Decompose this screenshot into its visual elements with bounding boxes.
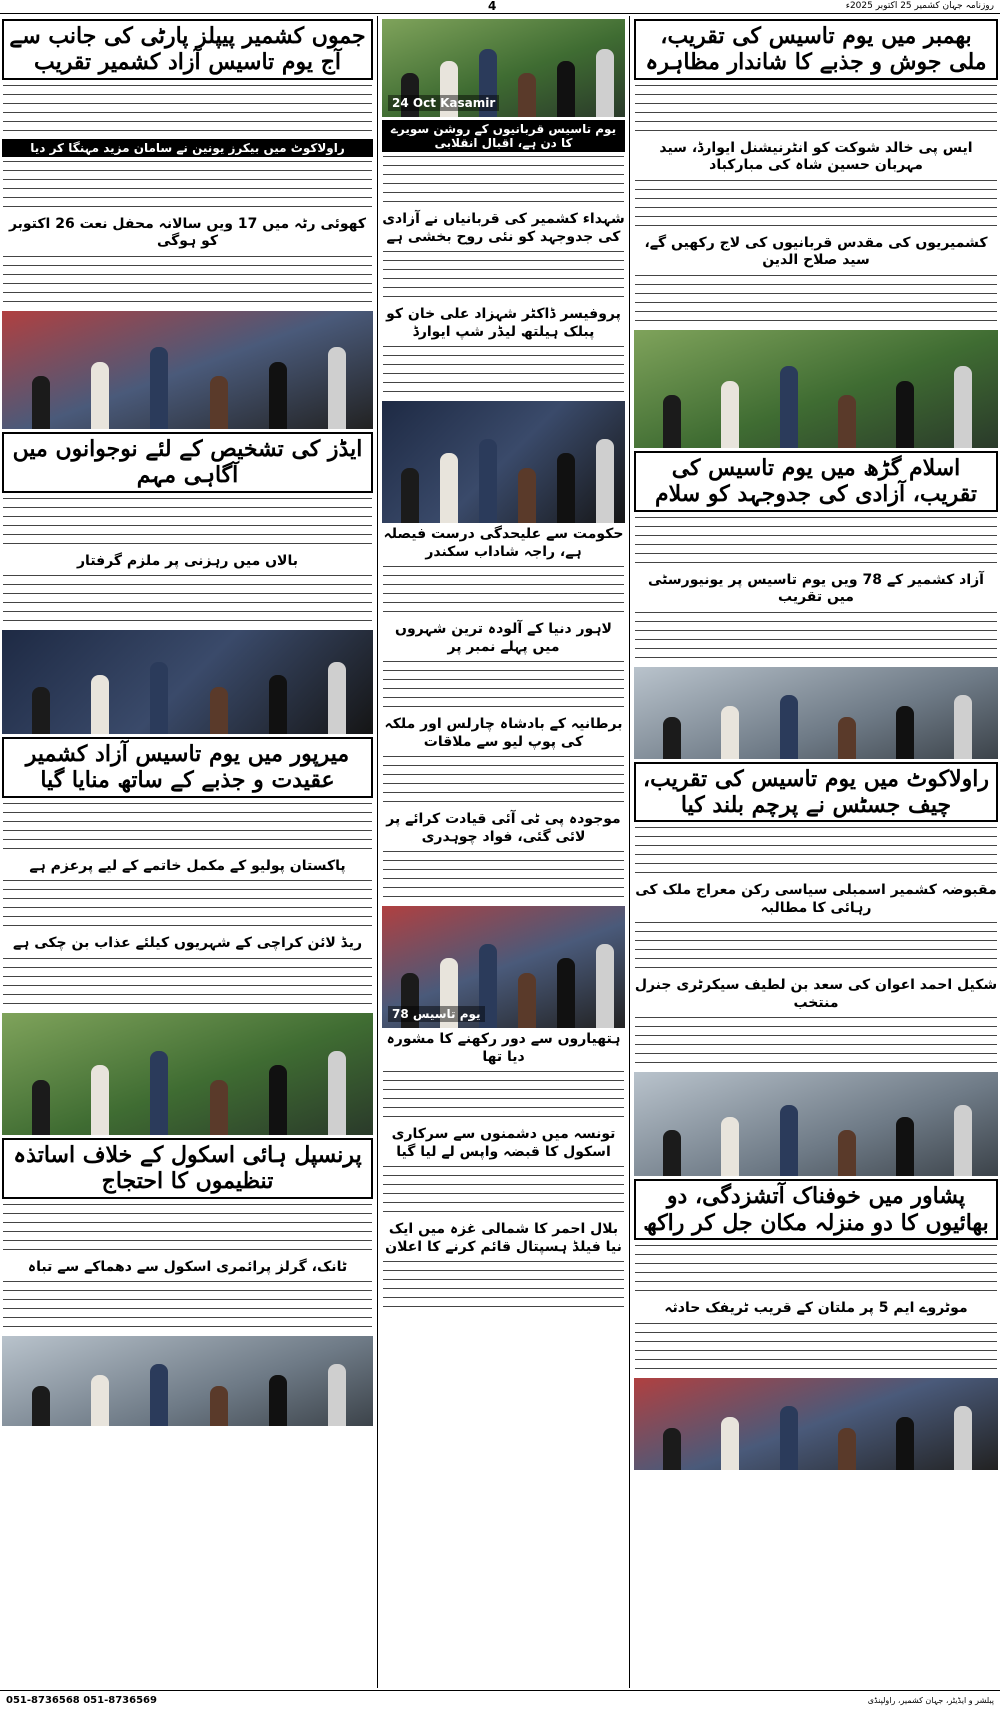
column-middle bbox=[380, 16, 627, 1688]
person-figure bbox=[440, 453, 458, 523]
headline: کشمیریوں کی مقدس قربانیوں کی لاج رکھیں گے، سید صلاح الدین bbox=[644, 234, 988, 269]
headline: پاکستان پولیو کے مکمل خاتمے کے لیے پرعزم ہے bbox=[29, 857, 346, 874]
person-figure bbox=[328, 347, 346, 428]
article-body bbox=[383, 1259, 624, 1313]
person-figure bbox=[721, 1417, 739, 1469]
person-figure bbox=[91, 1065, 109, 1135]
person-figure bbox=[32, 1080, 50, 1135]
person-figure bbox=[663, 1130, 681, 1177]
person-figure bbox=[328, 1051, 346, 1135]
article-body bbox=[3, 956, 372, 1010]
news-photo bbox=[2, 311, 373, 429]
news-photo bbox=[382, 19, 625, 117]
article-body bbox=[635, 825, 997, 879]
photo-banner-text: 78 یوم تاسیس bbox=[388, 1006, 485, 1022]
news-photo bbox=[2, 1013, 373, 1135]
person-figure bbox=[954, 1406, 972, 1469]
person-figure bbox=[150, 1051, 168, 1135]
person-figure bbox=[896, 1417, 914, 1469]
person-figure bbox=[210, 1386, 228, 1427]
person-figure bbox=[780, 1105, 798, 1177]
headline: موٹروے ایم 5 پر ملتان کے قریب ٹریفک حادثہ bbox=[664, 1300, 968, 1317]
article-body bbox=[3, 496, 372, 550]
article-body bbox=[383, 849, 624, 903]
person-figure bbox=[269, 675, 287, 734]
person-figure bbox=[401, 468, 419, 523]
person-figure bbox=[596, 49, 614, 117]
person-figure bbox=[838, 1130, 856, 1177]
column-right bbox=[632, 16, 1000, 1688]
person-figure bbox=[557, 61, 575, 117]
article-body bbox=[635, 1243, 997, 1297]
person-figure bbox=[663, 1428, 681, 1469]
sub-headline: یوم تاسیس قربانیوں کے روشن سویرے کا دن ہے، اقبال انقلابی bbox=[382, 120, 625, 152]
article-body bbox=[635, 920, 997, 974]
person-figure bbox=[150, 662, 168, 734]
person-figure bbox=[896, 706, 914, 758]
person-figure bbox=[210, 376, 228, 429]
article-body bbox=[3, 878, 372, 932]
person-figure bbox=[91, 362, 109, 429]
person-figure bbox=[780, 366, 798, 447]
article-body bbox=[3, 83, 372, 137]
headline: کھوئی رٹہ میں 17 ویں سالانہ محفل نعت 26 اکتوبر کو ہوگی bbox=[8, 215, 367, 250]
news-photo bbox=[2, 630, 373, 734]
article-body bbox=[383, 754, 624, 808]
person-figure bbox=[328, 1364, 346, 1426]
news-photo bbox=[634, 667, 998, 759]
headline: شکیل احمد اعوان کی سعد بن لطیف سیکرٹری جنرل منتخب bbox=[634, 977, 998, 1011]
column-rule bbox=[629, 16, 630, 1688]
footer bbox=[0, 1690, 1000, 1711]
person-figure bbox=[557, 453, 575, 523]
headline: بالاں میں رہزنی پر ملزم گرفتار bbox=[77, 552, 298, 569]
article-body bbox=[635, 178, 997, 232]
headline: بلال احمر کا شمالی غزہ میں ایک نیا فیلڈ ہسپتال قائم کرنے کا اعلان bbox=[385, 1221, 622, 1255]
headline: اسلام گڑھ میں یوم تاسیس کی تقریب، آزادی کی جدوجہد کو سلام bbox=[634, 451, 998, 512]
person-figure bbox=[954, 695, 972, 758]
headline: ریڈ لائن کراچی کے شہریوں کیلئے عذاب بن چکی ہے bbox=[12, 935, 363, 952]
headline: پرنسپل ہائی اسکول کے خلاف اساتذہ تنظیموں کا احتجاج bbox=[2, 1138, 373, 1199]
masthead bbox=[0, 0, 1000, 14]
person-figure bbox=[150, 347, 168, 428]
headline: ٹانک، گرلز پرائمری اسکول سے دھماکے سے تباہ bbox=[27, 1258, 348, 1275]
article-body bbox=[3, 1202, 372, 1256]
page-number: 4 bbox=[488, 0, 497, 13]
person-figure bbox=[91, 1375, 109, 1426]
person-figure bbox=[596, 944, 614, 1028]
headline: برطانیہ کے بادشاہ چارلس اور ملکہ کی پوپ لیو سے ملاقات bbox=[384, 716, 623, 750]
headline: جموں کشمیر پیپلز پارٹی کی جانب سے آج یوم تاسیس آزاد کشمیر تقریب bbox=[2, 19, 373, 80]
person-figure bbox=[269, 1065, 287, 1135]
headline: ایس پی خالد شوکت کو انٹرنیشنل ایوارڈ، سید مہربان حسین شاہ کی مبارکباد bbox=[659, 139, 973, 174]
headline: ہتھیاروں سے دور رکھنے کا مشورہ دیا تھا bbox=[386, 1031, 621, 1065]
news-photo bbox=[382, 401, 625, 523]
article-body bbox=[383, 1164, 624, 1218]
person-figure bbox=[210, 1080, 228, 1135]
article-body bbox=[3, 573, 372, 627]
person-figure bbox=[954, 1105, 972, 1177]
column-left bbox=[0, 16, 375, 1688]
person-figure bbox=[518, 973, 536, 1028]
article-body bbox=[383, 154, 624, 208]
article-body bbox=[383, 564, 624, 618]
article-body bbox=[3, 159, 372, 213]
headline: پروفیسر ڈاکٹر شہزاد علی خان کو پبلک ہیلتھ لیڈر شپ ایوارڈ bbox=[386, 306, 621, 340]
footer-phones: 051-8736568 051-8736569 bbox=[6, 1695, 157, 1706]
news-photo bbox=[634, 1072, 998, 1176]
person-figure bbox=[896, 1117, 914, 1176]
person-figure bbox=[838, 717, 856, 758]
article-body bbox=[3, 254, 372, 308]
news-photo bbox=[2, 1336, 373, 1426]
person-figure bbox=[780, 1406, 798, 1469]
article-body bbox=[3, 801, 372, 855]
article-body bbox=[383, 1069, 624, 1123]
article-body bbox=[383, 659, 624, 713]
headline: میرپور میں یوم تاسیس آزاد کشمیر عقیدت و جذبے کے ساتھ منایا گیا bbox=[2, 737, 373, 798]
news-photo bbox=[382, 906, 625, 1028]
article-body bbox=[635, 1321, 997, 1375]
headline: پشاور میں خوفناک آتشزدگی، دو بھائیوں کا دو منزلہ مکان جل کر راکھ bbox=[634, 1179, 998, 1240]
article-body bbox=[635, 515, 997, 569]
headline: بھمبر میں یوم تاسیس کی تقریب، ملی جوش و جذبے کا شاندار مظاہرہ bbox=[634, 19, 998, 80]
news-photo bbox=[634, 1378, 998, 1470]
person-figure bbox=[780, 695, 798, 758]
person-figure bbox=[721, 1117, 739, 1176]
column-rule bbox=[377, 16, 378, 1688]
person-figure bbox=[328, 662, 346, 734]
headline: موجودہ پی ٹی آئی قیادت کرائے پر لائی گئی، فواد چوہدری bbox=[386, 811, 621, 845]
person-figure bbox=[32, 1386, 50, 1427]
person-figure bbox=[479, 439, 497, 523]
news-photo bbox=[634, 330, 998, 448]
headline: لاہور دنیا کے آلودہ ترین شہروں میں پہلے نمبر پر bbox=[395, 621, 612, 655]
person-figure bbox=[150, 1364, 168, 1426]
headline: راولاکوٹ میں یوم تاسیس کی تقریب، چیف جسٹس نے پرچم بلند کیا bbox=[634, 762, 998, 823]
photo-banner-text: 24 Oct Kasamir bbox=[388, 95, 499, 111]
headline: مقبوضہ کشمیر اسمبلی سیاسی رکن معراج ملک کی رہائی کا مطالبہ bbox=[635, 882, 997, 916]
person-figure bbox=[721, 706, 739, 758]
headline: ایڈز کی تشخیص کے لئے نوجوانوں میں آگاہی مہم bbox=[2, 432, 373, 493]
article-body bbox=[635, 273, 997, 327]
article-body bbox=[3, 1279, 372, 1333]
masthead-date: روزنامہ جہان کشمیر 25 اکتوبر 2025ء bbox=[845, 1, 994, 11]
headline: حکومت سے علیحدگی درست فیصلہ ہے، راجہ شاداب سکندر bbox=[383, 526, 624, 560]
person-figure bbox=[596, 439, 614, 523]
person-figure bbox=[663, 395, 681, 448]
person-figure bbox=[838, 1428, 856, 1469]
person-figure bbox=[518, 468, 536, 523]
article-body bbox=[635, 83, 997, 137]
person-figure bbox=[663, 717, 681, 758]
person-figure bbox=[518, 73, 536, 117]
person-figure bbox=[954, 366, 972, 447]
person-figure bbox=[269, 1375, 287, 1426]
headline: آزاد کشمیر کے 78 ویں یوم تاسیس پر یونیورسٹی میں تقریب bbox=[648, 571, 984, 606]
person-figure bbox=[210, 687, 228, 734]
article-body bbox=[635, 610, 997, 664]
sub-headline: راولاکوٹ میں بیکرز یونین نے سامان مزید مہنگا کر دیا bbox=[2, 139, 373, 157]
person-figure bbox=[32, 376, 50, 429]
headline: شہداء کشمیر کی قربانیاں نے آزادی کی جدوجہد کو نئی روح بخشی ہے bbox=[382, 211, 625, 245]
person-figure bbox=[557, 958, 575, 1028]
person-figure bbox=[838, 395, 856, 448]
person-figure bbox=[91, 675, 109, 734]
headline: تونسہ میں دشمنوں سے سرکاری اسکول کا قبضہ واپس لے لیا گیا bbox=[391, 1126, 616, 1160]
article-body bbox=[383, 249, 624, 303]
person-figure bbox=[721, 381, 739, 448]
article-body bbox=[635, 1015, 997, 1069]
person-figure bbox=[269, 362, 287, 429]
person-figure bbox=[32, 687, 50, 734]
article-body bbox=[383, 344, 624, 398]
footer-imprint: پبلشر و ایڈیٹر، جہان کشمیر، راولپنڈی bbox=[867, 1696, 994, 1705]
person-figure bbox=[896, 381, 914, 448]
